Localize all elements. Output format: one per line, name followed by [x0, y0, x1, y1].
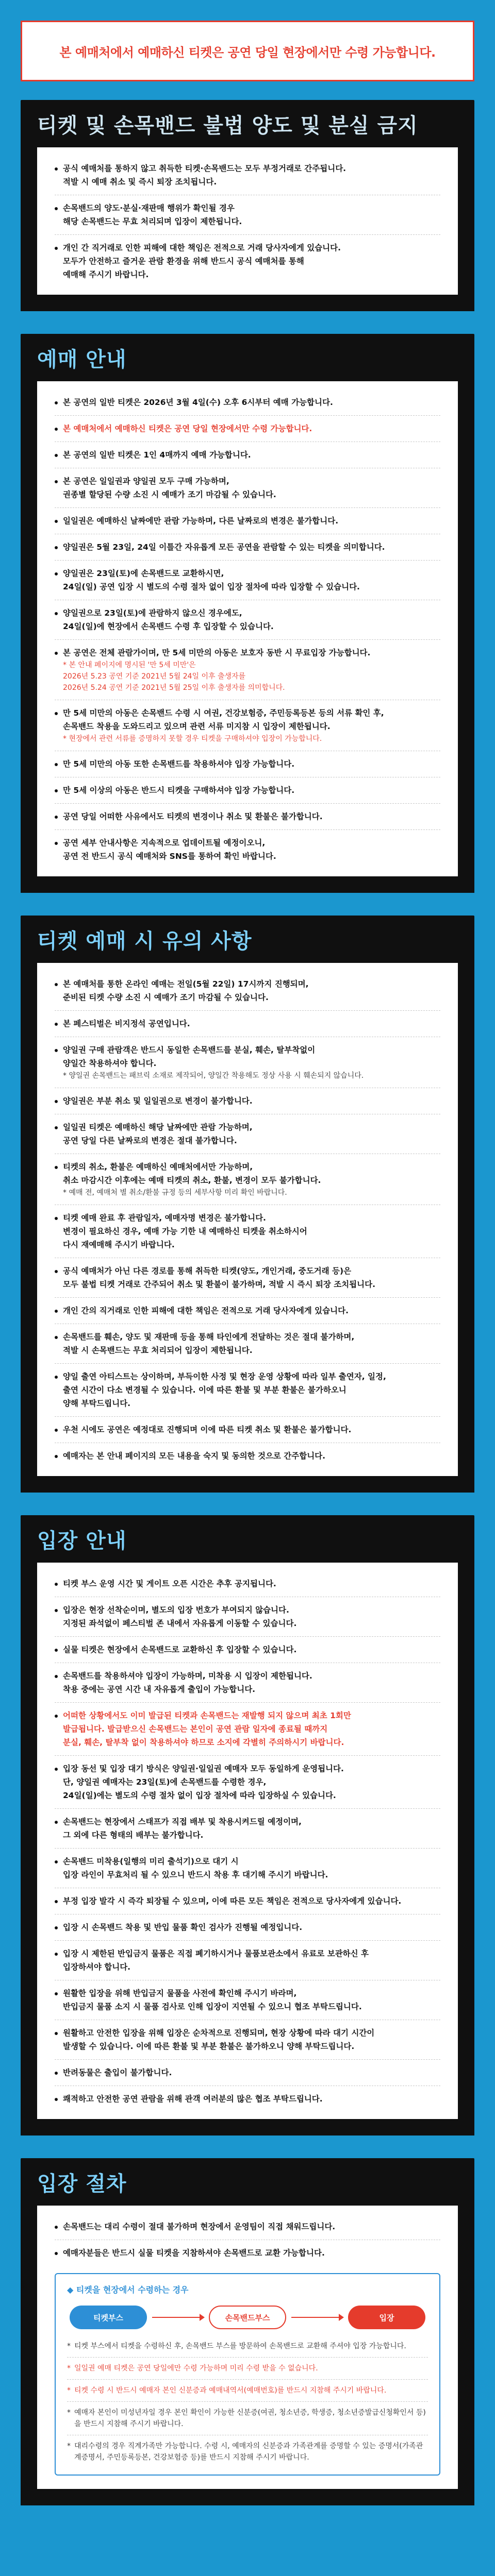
list-item — [55, 1762, 440, 1809]
list-item — [55, 1017, 440, 1037]
list-item — [55, 1947, 440, 1980]
onsite-pickup-box — [55, 2273, 440, 2476]
section-content — [37, 147, 458, 295]
item-text: 입장 라인이 무효처리 될 수 있으니 반드시 착용 후 대기해 주시기 바랍니다. — [63, 1870, 328, 1879]
item-text: 어떠한 상황에서도 이미 발급된 티켓과 손목밴드는 재발행 되지 않으며 최초 1회만 — [63, 1711, 351, 1720]
item-text: 손목밴드를 착용하셔야 입장이 가능하며, 미착용 시 입장이 제한됩니다. — [63, 1671, 312, 1681]
item-text: 공연 당일 어떠한 사유에서도 티켓의 변경이나 취소 및 환불은 불가합니다. — [63, 812, 323, 821]
item-text: 일일권 티켓은 예매하신 해당 날짜에만 관람 가능하며, — [63, 1123, 253, 1132]
box-note: * 예매자 본인이 미성년자일 경우 본인 확인이 가능한 신분증(여권, 청소년증, 학생증, 청소년증발급신청확인서 등)을 반드시 지참해 주시기 바랍니다. — [67, 2407, 428, 2435]
list-item — [55, 2246, 440, 2260]
item-note-red: 2026년 5.23 공연 기준 2021년 5월 24일 이후 출생자를 — [63, 672, 246, 681]
item-text: 본 예매처를 통한 온라인 예매는 전일(5월 22일) 17시까지 진행되며, — [63, 979, 309, 989]
item-text: 만 5세 이상의 아동은 반드시 티켓을 구매하셔야 입장 가능합니다. — [63, 786, 295, 795]
list-item — [55, 2026, 440, 2060]
item-text: 착용 중에는 공연 시간 내 자유롭게 출입이 가능합니다. — [63, 1685, 256, 1694]
section-transfer-ban — [21, 100, 474, 311]
list-item — [55, 1987, 440, 2020]
item-text: 입장 시 제한된 반입금지 물품은 직접 폐기하시거나 물품보관소에서 유료로 보관하신 후 — [63, 1949, 369, 1958]
list-item — [55, 514, 440, 534]
list-item — [55, 706, 440, 751]
item-text: 티켓 부스 운영 시간 및 게이트 오픈 시간은 추후 공지됩니다. — [63, 1579, 276, 1588]
item-text: 만 5세 미만의 아동은 손목밴드 수령 시 여권, 건강보험증, 주민등록등본 등의 서류 확인 후, — [63, 708, 384, 718]
section-content — [37, 963, 458, 1476]
box-note: * 티켓 수령 시 반드시 예매자 본인 신분증과 예매내역서(예매번호)를 반드시 지참해 주시기 바랍니다. — [67, 2385, 428, 2402]
item-text: 발급됩니다. 발급받으신 손목밴드는 본인이 공연 관람 일자에 종료될 때까지 — [63, 1724, 328, 1734]
list-item — [55, 448, 440, 468]
item-note: * 양일권 손목밴드는 패브릭 소재로 제작되어, 양일간 착용해도 정상 사용 시 훼손되지 않습니다. — [63, 1072, 364, 1080]
item-text: 공식 예매처가 아닌 다른 경로를 통해 취득한 티켓(양도, 개인거래, 중도거래 등)은 — [63, 1266, 352, 1276]
list-item — [55, 1370, 440, 1417]
item-text: 다시 재예매해 주시기 바랍니다. — [63, 1240, 175, 1249]
list-item — [55, 1669, 440, 1703]
item-text: 단, 양일권 예매자는 23일(토)에 손목밴드를 수령한 경우, — [63, 1777, 267, 1787]
item-text: 티켓 예매 완료 후 관람일자, 예매자명 변경은 불가합니다. — [63, 1213, 266, 1223]
item-text: 예매자분들은 반드시 실물 티켓을 지참하셔야 손목밴드로 교환 가능합니다. — [63, 2248, 325, 2258]
list-item — [55, 1211, 440, 1258]
item-text: 양일권은 부분 취소 및 일일권으로 변경이 불가합니다. — [63, 1096, 253, 1106]
list-item — [55, 1043, 440, 1088]
item-text: 지정된 좌석없이 페스티벌 존 내에서 자유롭게 이동할 수 있습니다. — [63, 1619, 297, 1628]
item-text: 24일(일) 공연 입장 시 별도의 수령 절차 없이 입장 절차에 따라 입장할 수 있습니다. — [63, 582, 360, 591]
item-text: 쾌적하고 안전한 공연 관람을 위해 관객 여러분의 많은 협조 부탁드립니다. — [63, 2094, 323, 2104]
item-text: 티켓의 취소, 환불은 예매하신 예매처에서만 가능하며, — [63, 1162, 253, 1172]
list-item — [55, 1264, 440, 1298]
list-item — [55, 1921, 440, 1941]
list-item — [55, 1094, 440, 1114]
list-item — [55, 201, 440, 235]
section-content — [37, 381, 458, 876]
item-text: 분실, 훼손, 탈부착 없이 착용하셔야 하므로 소지에 각별히 주의하시기 바랍니다. — [63, 1738, 344, 1747]
entry-flow — [67, 2306, 428, 2329]
item-text: 반입금지 물품 소지 시 물품 검사로 인해 입장이 지연될 수 있으니 협조 부탁드립니다. — [63, 2002, 362, 2011]
list-item — [55, 1304, 440, 1324]
list-item — [55, 422, 440, 442]
item-text: 양일권 구매 관람객은 반드시 동일한 손목밴드를 분실, 훼손, 탈부착없이 — [63, 1045, 316, 1055]
flow-step-ticket-booth: 티켓부스 — [70, 2306, 147, 2329]
notice-banner: 본 예매처에서 예매하신 티켓은 공연 당일 현장에서만 수령 가능합니다. — [21, 21, 474, 81]
item-note-red: 2026년 5.24 공연 기준 2021년 5월 25일 이후 출생자를 의미합니다. — [63, 684, 285, 692]
item-note-red: * 본 안내 페이지에 명시된 '만 5세 미만'은 — [63, 661, 196, 669]
item-text: 손목밴드는 현장에서 스태프가 직접 배부 및 착용시켜드릴 예정이며, — [63, 1817, 302, 1826]
item-text: 원활하고 안전한 입장을 위해 입장은 순차적으로 진행되며, 현장 상황에 따라 대기 시간이 — [63, 2028, 375, 2038]
section-content — [37, 1563, 458, 2119]
section-title: 입장 안내 — [21, 1515, 474, 1563]
list-item — [55, 1160, 440, 1205]
arrow-right-icon — [152, 2317, 204, 2318]
item-text: 공연 당일 다른 날짜로의 변경은 절대 불가합니다. — [63, 1136, 237, 1145]
item-text: 우천 시에도 공연은 예정대로 진행되며 이에 따른 티켓 취소 및 환불은 불가합니다. — [63, 1425, 352, 1434]
list-item — [55, 2092, 440, 2106]
list-item — [55, 1603, 440, 1637]
list-item — [55, 1423, 440, 1443]
list-item — [55, 606, 440, 640]
section-title: 예매 안내 — [21, 334, 474, 381]
list-item — [55, 474, 440, 508]
item-note-red: * 현장에서 관련 서류를 증명하지 못할 경우 티켓을 구매하셔야 입장이 가능합니다. — [63, 735, 322, 743]
list-item — [55, 2220, 440, 2240]
item-text: 양일권은 23일(토)에 손목밴드로 교환하시면, — [63, 569, 224, 578]
list-item — [55, 784, 440, 804]
item-text: 준비된 티켓 수량 소진 시 예매가 조기 마감될 수 있습니다. — [63, 993, 269, 1002]
flow-step-entry: 입장 — [348, 2306, 425, 2329]
list-item — [55, 977, 440, 1011]
item-text: 입장은 현장 선착순이며, 별도의 입장 번호가 부여되지 않습니다. — [63, 1605, 289, 1615]
list-item — [55, 757, 440, 777]
item-text: 실물 티켓은 현장에서 손목밴드로 교환하신 후 입장할 수 있습니다. — [63, 1645, 297, 1654]
item-text: 양해 부탁드립니다. — [63, 1399, 131, 1408]
box-note: * 대리수령의 경우 직계가족만 가능합니다. 수령 시, 예매자의 신분증과 가족관계를 증명할 수 있는 증명서(가족관계증명서, 주민등록등본, 건강보험증 등)를 반드시 지참해 주시기 바랍니다. — [67, 2441, 428, 2463]
item-text: 양일 출연 아티스트는 상이하며, 부득이한 사정 및 현장 운영 상황에 따라 일부 출연자, 일정, — [63, 1372, 386, 1381]
list-item — [55, 1815, 440, 1849]
box-note: * 티켓 부스에서 티켓을 수령하신 후, 손목밴드 부스를 방문하여 손목밴드로 교환해 주셔야 입장 가능합니다. — [67, 2341, 428, 2358]
list-item — [55, 1855, 440, 1888]
flow-step-wristband-booth: 손목밴드부스 — [209, 2306, 286, 2329]
item-text: 본 공연의 일반 티켓은 2026년 3월 4일(수) 오후 6시부터 예매 가능합니다. — [63, 398, 333, 407]
item-text: 입장하셔야 합니다. — [63, 1962, 131, 1972]
section-title: 입장 절차 — [21, 2158, 474, 2206]
list-item — [55, 396, 440, 416]
section-ticket-caution — [21, 916, 474, 1493]
list-item — [55, 567, 440, 600]
list-item — [55, 1121, 440, 1154]
list-item — [55, 1577, 440, 1597]
section-title: 티켓 및 손목밴드 불법 양도 및 분실 금지 — [21, 100, 474, 147]
item-text: 손목밴드 착용을 도와드리고 있으며 관련 서류 미지참 시 입장이 제한됩니다. — [63, 722, 331, 731]
item-text: 그 외에 다른 형태의 배부는 불가합니다. — [63, 1831, 204, 1840]
item-text: 개인 간 직거래로 인한 피해에 대한 책임은 전적으로 거래 당사자에게 있습니다. — [63, 243, 341, 252]
item-text: 적발 시 예매 취소 및 즉시 퇴장 조치됩니다. — [63, 177, 217, 187]
list-item — [55, 1449, 440, 1463]
box-note: * 일일권 예매 티켓은 공연 당일에만 수령 가능하며 미리 수령 받을 수 없습니다. — [67, 2363, 428, 2380]
item-text: 본 공연은 일일권과 양일권 모두 구매 가능하며, — [63, 477, 229, 486]
item-text: 변경이 필요하신 경우, 예매 가능 기한 내 예매하신 티켓을 취소하시어 — [63, 1227, 307, 1236]
item-text: 양일권은 5월 23일, 24일 이틀간 자유롭게 모든 공연을 관람할 수 있는 티켓을 의미합니다. — [63, 543, 385, 552]
item-text: 손목밴드를 훼손, 양도 및 재판매 등을 통해 타인에게 전달하는 것은 절대 불가하며, — [63, 1332, 355, 1342]
item-text: 권종별 할당된 수량 소진 시 예매가 조기 마감될 수 있습니다. — [63, 490, 276, 499]
section-content — [37, 2206, 458, 2489]
item-text: 모두가 안전하고 즐거운 관람 환경을 위해 반드시 공식 예매처를 통해 — [63, 257, 304, 266]
item-text: 양일간 착용하셔야 합니다. — [63, 1059, 157, 1068]
item-text: 입장 시 손목밴드 착용 및 반입 물품 확인 검사가 진행될 예정입니다. — [63, 1923, 303, 1932]
list-item — [55, 2066, 440, 2086]
arrow-right-icon — [291, 2317, 343, 2318]
list-item — [55, 1709, 440, 1756]
item-text: 24일(일)에 현장에서 손목밴드 수령 후 입장할 수 있습니다. — [63, 622, 274, 631]
item-text: 적발 시 손목밴드는 무효 처리되어 입장이 제한됩니다. — [63, 1346, 253, 1355]
item-text: 반려동물은 출입이 불가합니다. — [63, 2068, 172, 2077]
item-text: 공연 세부 안내사항은 지속적으로 업데이트될 예정이오니, — [63, 838, 266, 848]
item-text: 공연 전 반드시 공식 예매처와 SNS를 통하여 확인 바랍니다. — [63, 852, 276, 861]
list-item — [55, 810, 440, 830]
list-item — [55, 162, 440, 195]
item-text: 손목밴드는 대리 수령이 절대 불가하며 현장에서 운영팀이 직접 채워드립니다. — [63, 2222, 336, 2231]
item-text: 본 공연은 전체 관람가이며, 만 5세 미만의 아동은 보호자 동반 시 무료입장 가능합니다. — [63, 648, 371, 657]
section-entry-guide — [21, 1515, 474, 2136]
item-text: 예매해 주시기 바랍니다. — [63, 270, 149, 279]
list-item — [55, 540, 440, 561]
item-text: 발생할 수 있습니다. 이에 따른 환불 및 부분 환불은 불가하오니 양해 부탁드립니다. — [63, 2042, 355, 2051]
item-text: 일일권은 예매하신 날짜에만 관람 가능하며, 다른 날짜로의 변경은 불가합니다. — [63, 516, 339, 526]
item-text: 입장 동선 및 입장 대기 방식은 양일권·일일권 예매자 모두 동일하게 운영됩니다. — [63, 1764, 344, 1773]
list-item — [55, 1330, 440, 1364]
item-text: 해당 손목밴드는 무효 처리되며 입장이 제한됩니다. — [63, 217, 242, 226]
item-text: 예매자는 본 안내 페이지의 모든 내용을 숙지 및 동의한 것으로 간주합니다. — [63, 1451, 326, 1461]
item-text: 본 페스티벌은 비지정석 공연입니다. — [63, 1019, 190, 1028]
section-reservation-guide — [21, 334, 474, 893]
item-text: 만 5세 미만의 아동 또한 손목밴드를 착용하셔야 입장 가능합니다. — [63, 759, 295, 769]
item-text: 개인 간의 직거래로 인한 피해에 대한 책임은 전적으로 거래 당사자에게 있습니다. — [63, 1306, 349, 1315]
item-text: 본 예매처에서 예매하신 티켓은 공연 당일 현장에서만 수령 가능합니다. — [63, 424, 312, 433]
list-item — [55, 1894, 440, 1914]
list-item — [55, 646, 440, 700]
item-text: 24일(일)에는 별도의 수령 절차 없이 입장 절차에 따라 입장하실 수 있습니다. — [63, 1791, 336, 1800]
item-text: 본 공연의 일반 티켓은 1인 4매까지 예매 가능합니다. — [63, 450, 251, 460]
item-text: 취소 마감시간 이후에는 예매 티켓의 취소, 환불, 변경이 모두 불가합니다. — [63, 1176, 321, 1185]
item-text: 공식 예매처를 통하지 않고 취득한 티켓·손목밴드는 모두 부정거래로 간주됩니다. — [63, 164, 346, 173]
item-text: 출연 시간이 다소 변경될 수 있습니다. 이에 따른 환불 및 부분 환불은 불가하오니 — [63, 1385, 346, 1395]
item-text: 양일권으로 23일(토)에 관람하지 않으신 경우에도, — [63, 608, 242, 618]
section-entry-procedure — [21, 2158, 474, 2505]
item-text: 손목밴드의 양도·분실·재판매 행위가 확인될 경우 — [63, 204, 235, 213]
item-text: 모두 불법 티켓 거래로 간주되어 취소 및 환불이 불가하며, 적발 시 즉시 퇴장 조치됩니다. — [63, 1280, 375, 1289]
list-item — [55, 241, 440, 281]
item-text: 원활한 입장을 위해 반입금지 물품을 사전에 확인해 주시기 바라며, — [63, 1989, 297, 1998]
item-text: 손목밴드 미착용(일행의 미리 출석기)으로 대기 시 — [63, 1857, 239, 1866]
list-item — [55, 836, 440, 863]
item-text: 부정 입장 발각 시 즉각 퇴장될 수 있으며, 이에 따른 모든 책임은 전적으로 당사자에게 있습니다. — [63, 1896, 402, 1906]
list-item — [55, 1643, 440, 1663]
box-title: ◆ 티켓을 현장에서 수령하는 경우 — [67, 2285, 189, 2295]
item-note: * 예매 전, 예매처 별 취소/환불 규정 등의 세부사항 미리 확인 바랍니다. — [63, 1189, 287, 1197]
section-title: 티켓 예매 시 유의 사항 — [21, 916, 474, 963]
